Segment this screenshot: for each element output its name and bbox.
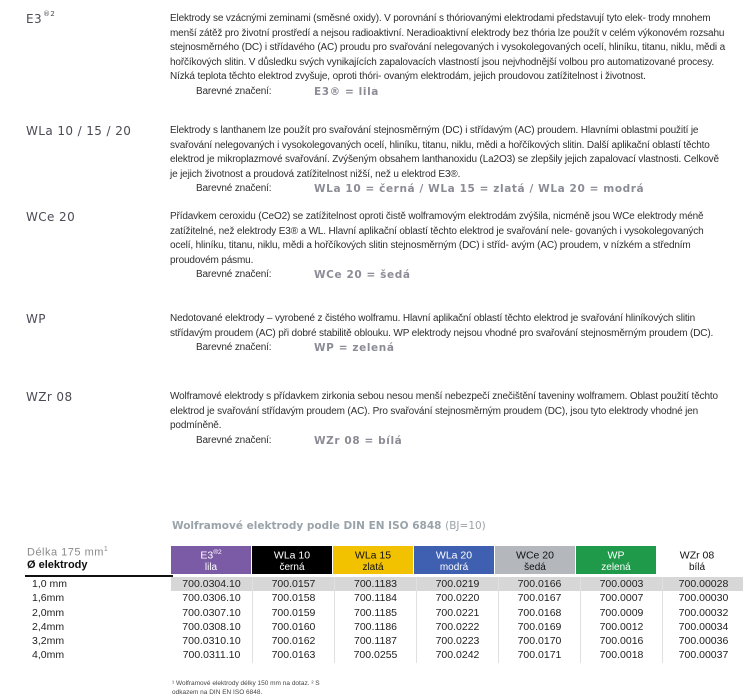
color-marking [170,182,725,197]
color-marking-value: WZr 08 = bílá [314,434,403,447]
column-header [252,546,333,574]
table-cell: 700.0311.10 [182,649,241,662]
table-cell: 700.0220 [416,591,498,605]
row-diameter: 3,2mm [32,635,65,648]
table-cell: 700.0018 [580,648,662,662]
table-cell: 700.0223 [416,634,498,648]
table-row [25,606,743,620]
table-cell: 700.00028 [662,577,743,591]
row-diameter: 1,0 mm [25,577,171,591]
row-diameter: 4,0mm [32,649,65,662]
electrode-code-text: WZr 08 [26,390,73,404]
column-name [495,547,575,562]
table-cell: 700.0242 [416,648,498,662]
electrode-description [170,12,725,99]
column-header [171,546,252,574]
column-header [657,546,738,574]
table-cell: 700.0171 [498,648,580,662]
column-color-name: modrá [439,561,469,573]
table-cell: 700.1187 [334,634,416,648]
table-cell: 700.0169 [498,620,580,634]
column-name [414,547,494,562]
row-diameter: 2,4mm [32,620,65,633]
column-name [657,547,737,562]
table-cell: 700.00032 [662,606,743,620]
table-row [25,620,743,634]
length-label [27,546,167,559]
electrode-code [26,390,74,404]
column-color-name: šedá [524,561,546,573]
electrode-code-text: WLa 10 / 15 / 20 [26,124,132,138]
table-cell: 700.0160 [252,620,334,634]
color-marking-label: Barevné značení: [196,85,272,97]
column-header [414,546,495,574]
table-cell: 700.00034 [662,620,743,634]
row-diameter: 2,0mm [32,606,65,619]
table-row [25,577,743,591]
length-label-text: Délka 175 mm [27,546,104,559]
color-marking [170,268,725,283]
table-footnote [172,679,320,697]
table-header-row [171,546,738,574]
table-cell: 700.00037 [662,648,743,662]
electrode-description [170,390,725,448]
column-name-text: E3 [200,549,214,562]
description-text: Elektrody s lanthanem lze použít pro svařování stejnosměrným (DC) i střídavým (AC) proudem. Hlavními oblastmi použití je svařování nelegovaných i vysokolegovaných ocelí, hliníku, titanu, niklu, mědi a hořčíkových slitin. Další aplikační oblastí těchto elektrod je mikroplazmové svařování. Zvýšeným obsahem lanthanoxidu (La2O3) se zlepšily jejich zapalovací vlastnosti. Celkově je jejich životnost a proudová zatížitelnost nižší, než u elektrod E3®. [170,125,719,180]
column-name-text: WLa 10 [273,549,311,562]
table-cell: 700.0003 [580,577,662,591]
description-text: Přídavkem ceroxidu (CeO2) se zatížitelnost oproti čistě wolframovým elektrodám zvýšila, nicméně jsou WCe elektrody méně zatížitelné, než elektrody E3® a WL. Hlavní aplikační oblastí těchto elektrod je svařování nele- govaných i vysokolegovaných ocelí, hliníku, titanu, niklu, mědi a hořčíkových slitin stejnosměrným (DC) i stříd- avým (AC) proudem, v nízkém a středním proudovém pásmu. [170,211,704,266]
column-name-sup: ®2 [213,549,222,556]
table-cell: 700.0157 [252,577,334,591]
table-cell: 700.1184 [334,591,416,605]
column-color-name: bílá [688,561,706,573]
electrode-description [170,312,725,356]
table-cell: 700.0219 [416,577,498,591]
column-header [495,546,576,574]
electrode-code-sup: ®2 [43,10,56,18]
table-cell: 700.0308.10 [182,620,241,633]
table-cell: 700.0158 [252,591,334,605]
column-color-name: černá [279,561,305,573]
color-marking-value: WP = zelená [314,342,395,354]
column-name [171,547,251,562]
color-marking-value: E3® = lila [314,85,379,98]
table-title [172,520,486,532]
table-cell: 700.0162 [252,634,334,648]
column-name [333,547,413,562]
table-cell: 700.0222 [416,620,498,634]
column-name [252,547,332,562]
description-text: Wolframové elektrody s přídavkem zirkonia sebou nesou menší nebezpečí znečištění taveniny wolframem. Oblast použití těchto elektrod je svařování střídavým proudem (AC). Pro svařování stejnosměrným proudem (DC), jsou tyto elektrody vhodné jen podmíněně. [170,391,718,431]
electrode-description [170,210,725,283]
column-name-text: WZr 08 [679,549,715,562]
diameter-label: Ø elektrody [27,558,88,571]
table-cell: 700.0221 [416,606,498,620]
color-marking-value: WCe 20 = šedá [314,269,411,281]
length-label-sup: 1 [103,546,109,553]
electrode-code [26,210,76,224]
table-cell: 700.0016 [580,634,662,648]
column-name-text: WCe 20 [516,549,554,562]
column-color-name: zlatá [362,561,384,573]
description-text: Nedotované elektrody – vyrobené z čistého wolframu. Hlavní aplikační oblastí těchto elektrod je svařování hliníkových slitin střídavým proudem (AC) při dobré stabilitě oblouku. WP elektrody nejsou vhodné pro svařování stejnosměrným proudem (DC). [170,313,714,339]
table-cell: 700.0168 [498,606,580,620]
table-title-suffix: (BJ=10) [445,520,486,532]
electrode-code-text: WP [26,312,46,326]
table-body [25,577,743,663]
table-cell: 700.0007 [580,591,662,605]
table-cell: 700.0159 [252,606,334,620]
color-marking-label: Barevné značení: [196,434,272,446]
table-cell: 700.1186 [334,620,416,634]
table-cell: 700.0310.10 [182,635,241,648]
footnote-line-1: ¹ Wolframové elektrody délky 150 mm na dotaz. ² S [172,680,320,687]
table-cell: 700.0304.10 [182,578,241,590]
color-marking [170,434,725,449]
table-header-left [27,546,167,571]
color-marking [170,341,725,356]
electrode-code [26,312,47,326]
table-cell: 700.1185 [334,606,416,620]
color-marking-value: WLa 10 = černá / WLa 15 = zlatá / WLa 20 = modrá [314,183,645,195]
column-name [576,547,656,562]
table-cell: 700.1183 [334,577,416,591]
column-name-text: WLa 15 [354,549,392,562]
table-cell: 700.00036 [662,634,743,648]
electrode-code-text: WCe 20 [26,210,76,224]
description-text: Elektrody se vzácnými zeminami (směsné oxidy). V porovnání s thóriovanými elektrodami představují tyto elek- trody mnohem menší zátěž pro životní prostředí a nejsou radioaktivní. Neradioaktivní elektrody bez thória lze použít v celém výkonovém rozsahu stejnosměrného (DC) i střídavého (AC) proudu pro svařování nelegovaných i vysokolegovaných ocelí, hliníku, titanu, niklu, mědi a hořčíkových slitin. V důsledku svých vynikajících zapalovacích vlastností jsou nejvhodnější volbou pro automatizované procesy. Nízká teplota těchto elektrod zvyšuje, oproti thóri- ovaným elektrodám, jejich proudovou zatížitelnost i životnost. [170,13,725,82]
table-cell: 700.0009 [580,606,662,620]
table-cell: 700.0255 [334,648,416,662]
table-row [25,591,743,605]
table-title-text: Wolframové elektrody podle DIN EN ISO 6848 [172,520,442,532]
column-name-text: WLa 20 [435,549,473,562]
column-name-text: WP [607,549,625,562]
table-cell: 700.0170 [498,634,580,648]
footnote-line-2: odkazem na DIN EN ISO 6848. [172,689,263,696]
color-marking-label: Barevné značení: [196,269,272,280]
table-row [25,634,743,648]
electrode-code-text: E3 [26,12,43,26]
color-marking-label: Barevné značení: [196,183,272,194]
electrode-code [26,12,55,26]
table-cell: 700.0166 [498,577,580,591]
electrode-description [170,124,725,197]
table-cell: 700.0307.10 [182,606,241,619]
table-cell: 700.0167 [498,591,580,605]
electrode-code [26,124,132,138]
table-cell: 700.00030 [662,591,743,605]
color-marking-label: Barevné značení: [196,342,272,353]
table-cell: 700.0163 [252,648,334,662]
color-marking [170,85,725,100]
table-cell: 700.0306.10 [182,592,241,605]
column-color-name: lila [204,561,218,573]
column-header [576,546,657,574]
column-header [333,546,414,574]
table-row [25,648,743,662]
row-diameter: 1,6mm [32,592,65,605]
table-cell: 700.0012 [580,620,662,634]
column-color-name: zelená [601,561,631,573]
